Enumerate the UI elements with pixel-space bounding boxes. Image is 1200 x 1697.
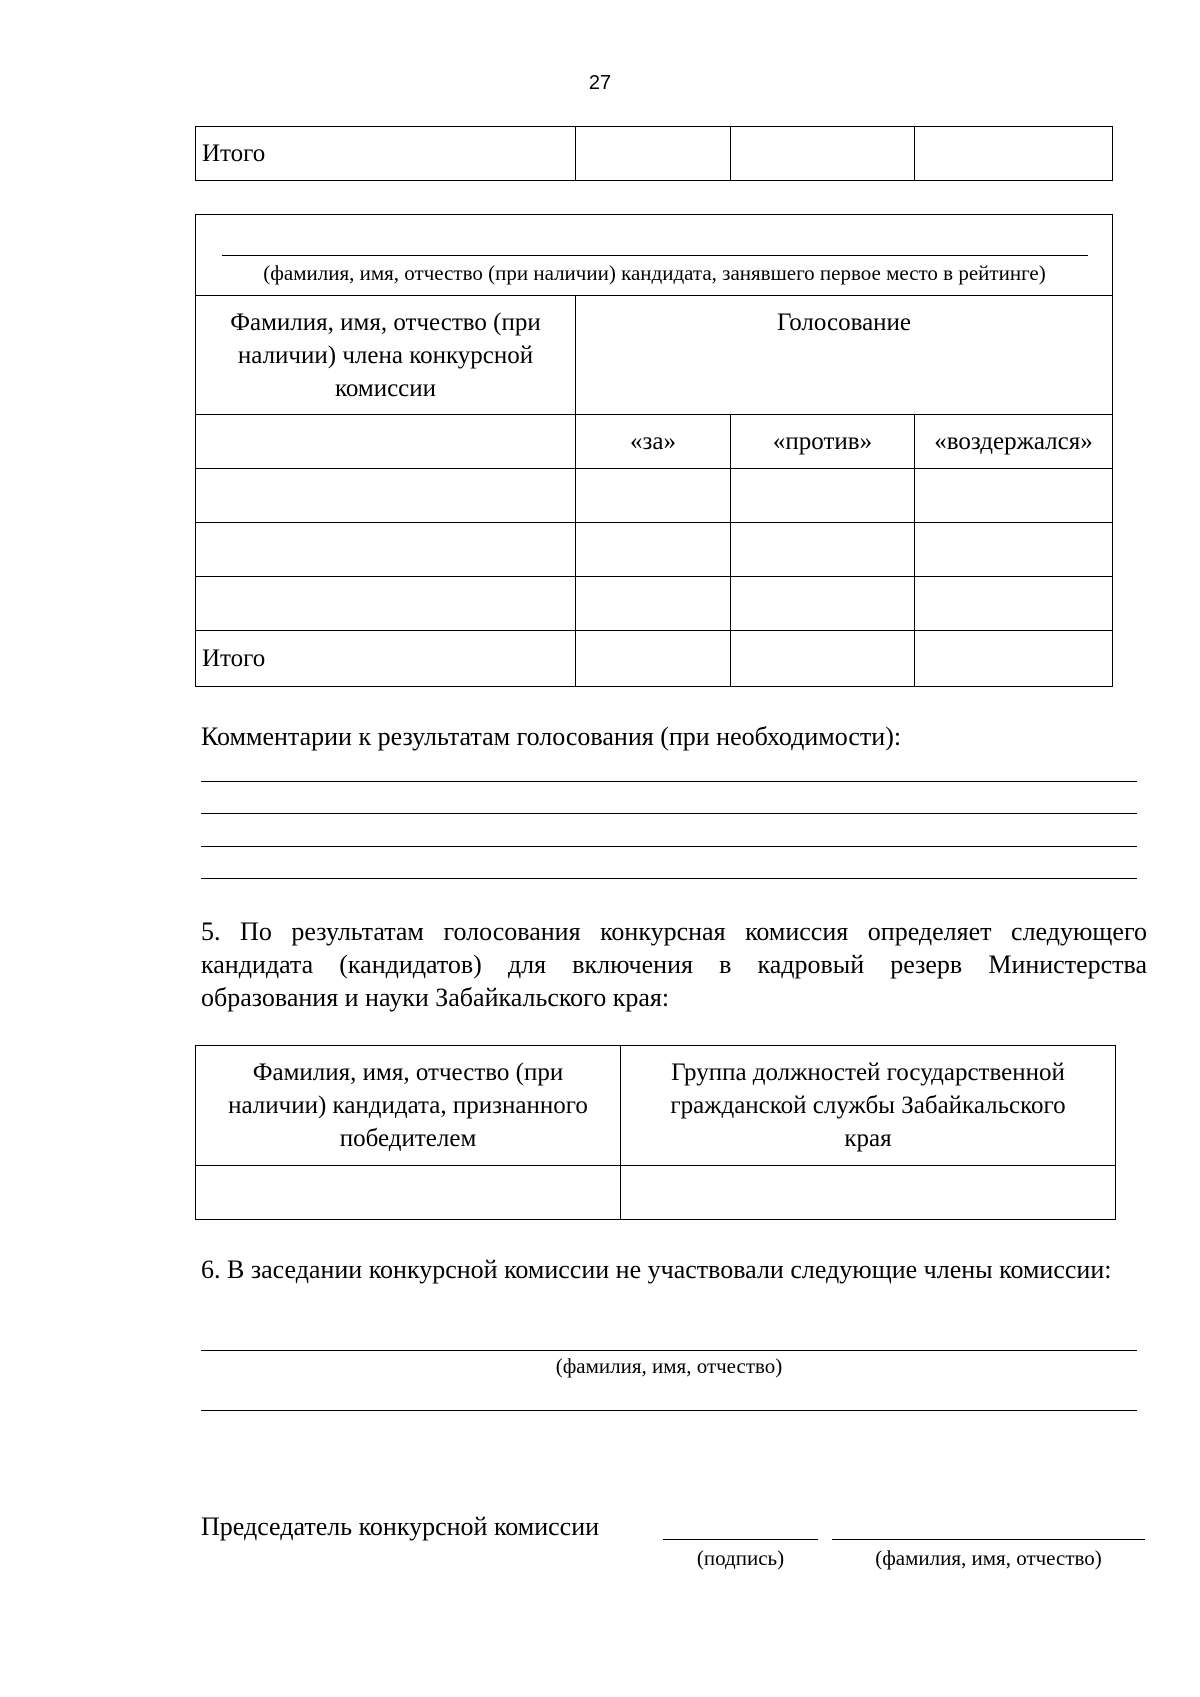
section-5-text: 5. По результатам голосования конкурсная комиссия определяет следующего кандидата (кандидатов) для включения в кадровый резерв Министерства образования и науки Забайкальского края: [201, 917, 1147, 1012]
candidate-caption-row [196, 215, 1113, 296]
candidate-name-line [222, 255, 1088, 256]
total-label: Итого [196, 631, 576, 687]
table-row [196, 577, 576, 631]
vote-abstain-header: «воздержался» [915, 415, 1113, 469]
winner-table [195, 1045, 1116, 1220]
section-6-text: 6. В заседании конкурсной комиссии не участвовали следующие члены комиссии: [201, 1255, 1112, 1284]
table-cell [731, 577, 915, 631]
total-against-cell [731, 631, 915, 687]
table-row [196, 469, 576, 523]
total-abstain-cell [915, 631, 1113, 687]
comments-line-2 [201, 813, 1137, 814]
member-blank-cell [196, 415, 576, 469]
member-header: Фамилия, имя, отчество (при наличии) члена конкурсной комиссии [196, 296, 576, 415]
signature-line [663, 1539, 818, 1540]
signature-caption: (подпись) [696, 1546, 785, 1570]
chairman-name-caption: (фамилия, имя, отчество) [875, 1546, 1102, 1570]
candidate-voting-table [195, 214, 1113, 687]
winner-name-header: Фамилия, имя, отчество (при наличии) кандидата, признанного победителем [196, 1046, 621, 1166]
absent-member-caption: (фамилия, имя, отчество) [555, 1354, 783, 1378]
position-group-header: Группа должностей государственной гражданской службы Забайкальского края [621, 1046, 1116, 1166]
candidate-caption: (фамилия, имя, отчество (при наличии) кандидата, занявшего первое место в рейтинге) [263, 261, 1046, 285]
table-row [196, 523, 576, 577]
comments-line-1 [201, 781, 1137, 782]
comments-line-3 [201, 846, 1137, 847]
page-number: 27 [588, 72, 612, 94]
vote-for-header: «за» [576, 415, 731, 469]
total-for-cell [576, 631, 731, 687]
chairman-label: Председатель конкурсной комиссии [201, 1512, 600, 1541]
absent-member-line-2 [201, 1410, 1137, 1411]
comments-label: Комментарии к результатам голосования (при необходимости): [201, 722, 902, 751]
table-cell [731, 523, 915, 577]
chairman-name-line [832, 1539, 1145, 1540]
table-cell [731, 469, 915, 523]
table-cell [915, 577, 1113, 631]
table-cell [576, 577, 731, 631]
total-abstain-cell [915, 127, 1113, 181]
comments-line-4 [201, 878, 1137, 879]
table-cell [576, 469, 731, 523]
table-cell [915, 523, 1113, 577]
voting-header: Голосование [576, 296, 1113, 415]
vote-against-header: «против» [731, 415, 915, 469]
totals-table-top [195, 126, 1113, 181]
table-cell [576, 523, 731, 577]
total-against-cell [731, 127, 915, 181]
absent-member-line-1 [201, 1350, 1137, 1351]
table-cell [621, 1166, 1116, 1220]
total-label: Итого [196, 127, 576, 181]
table-cell [915, 469, 1113, 523]
total-for-cell [576, 127, 731, 181]
table-cell [196, 1166, 621, 1220]
